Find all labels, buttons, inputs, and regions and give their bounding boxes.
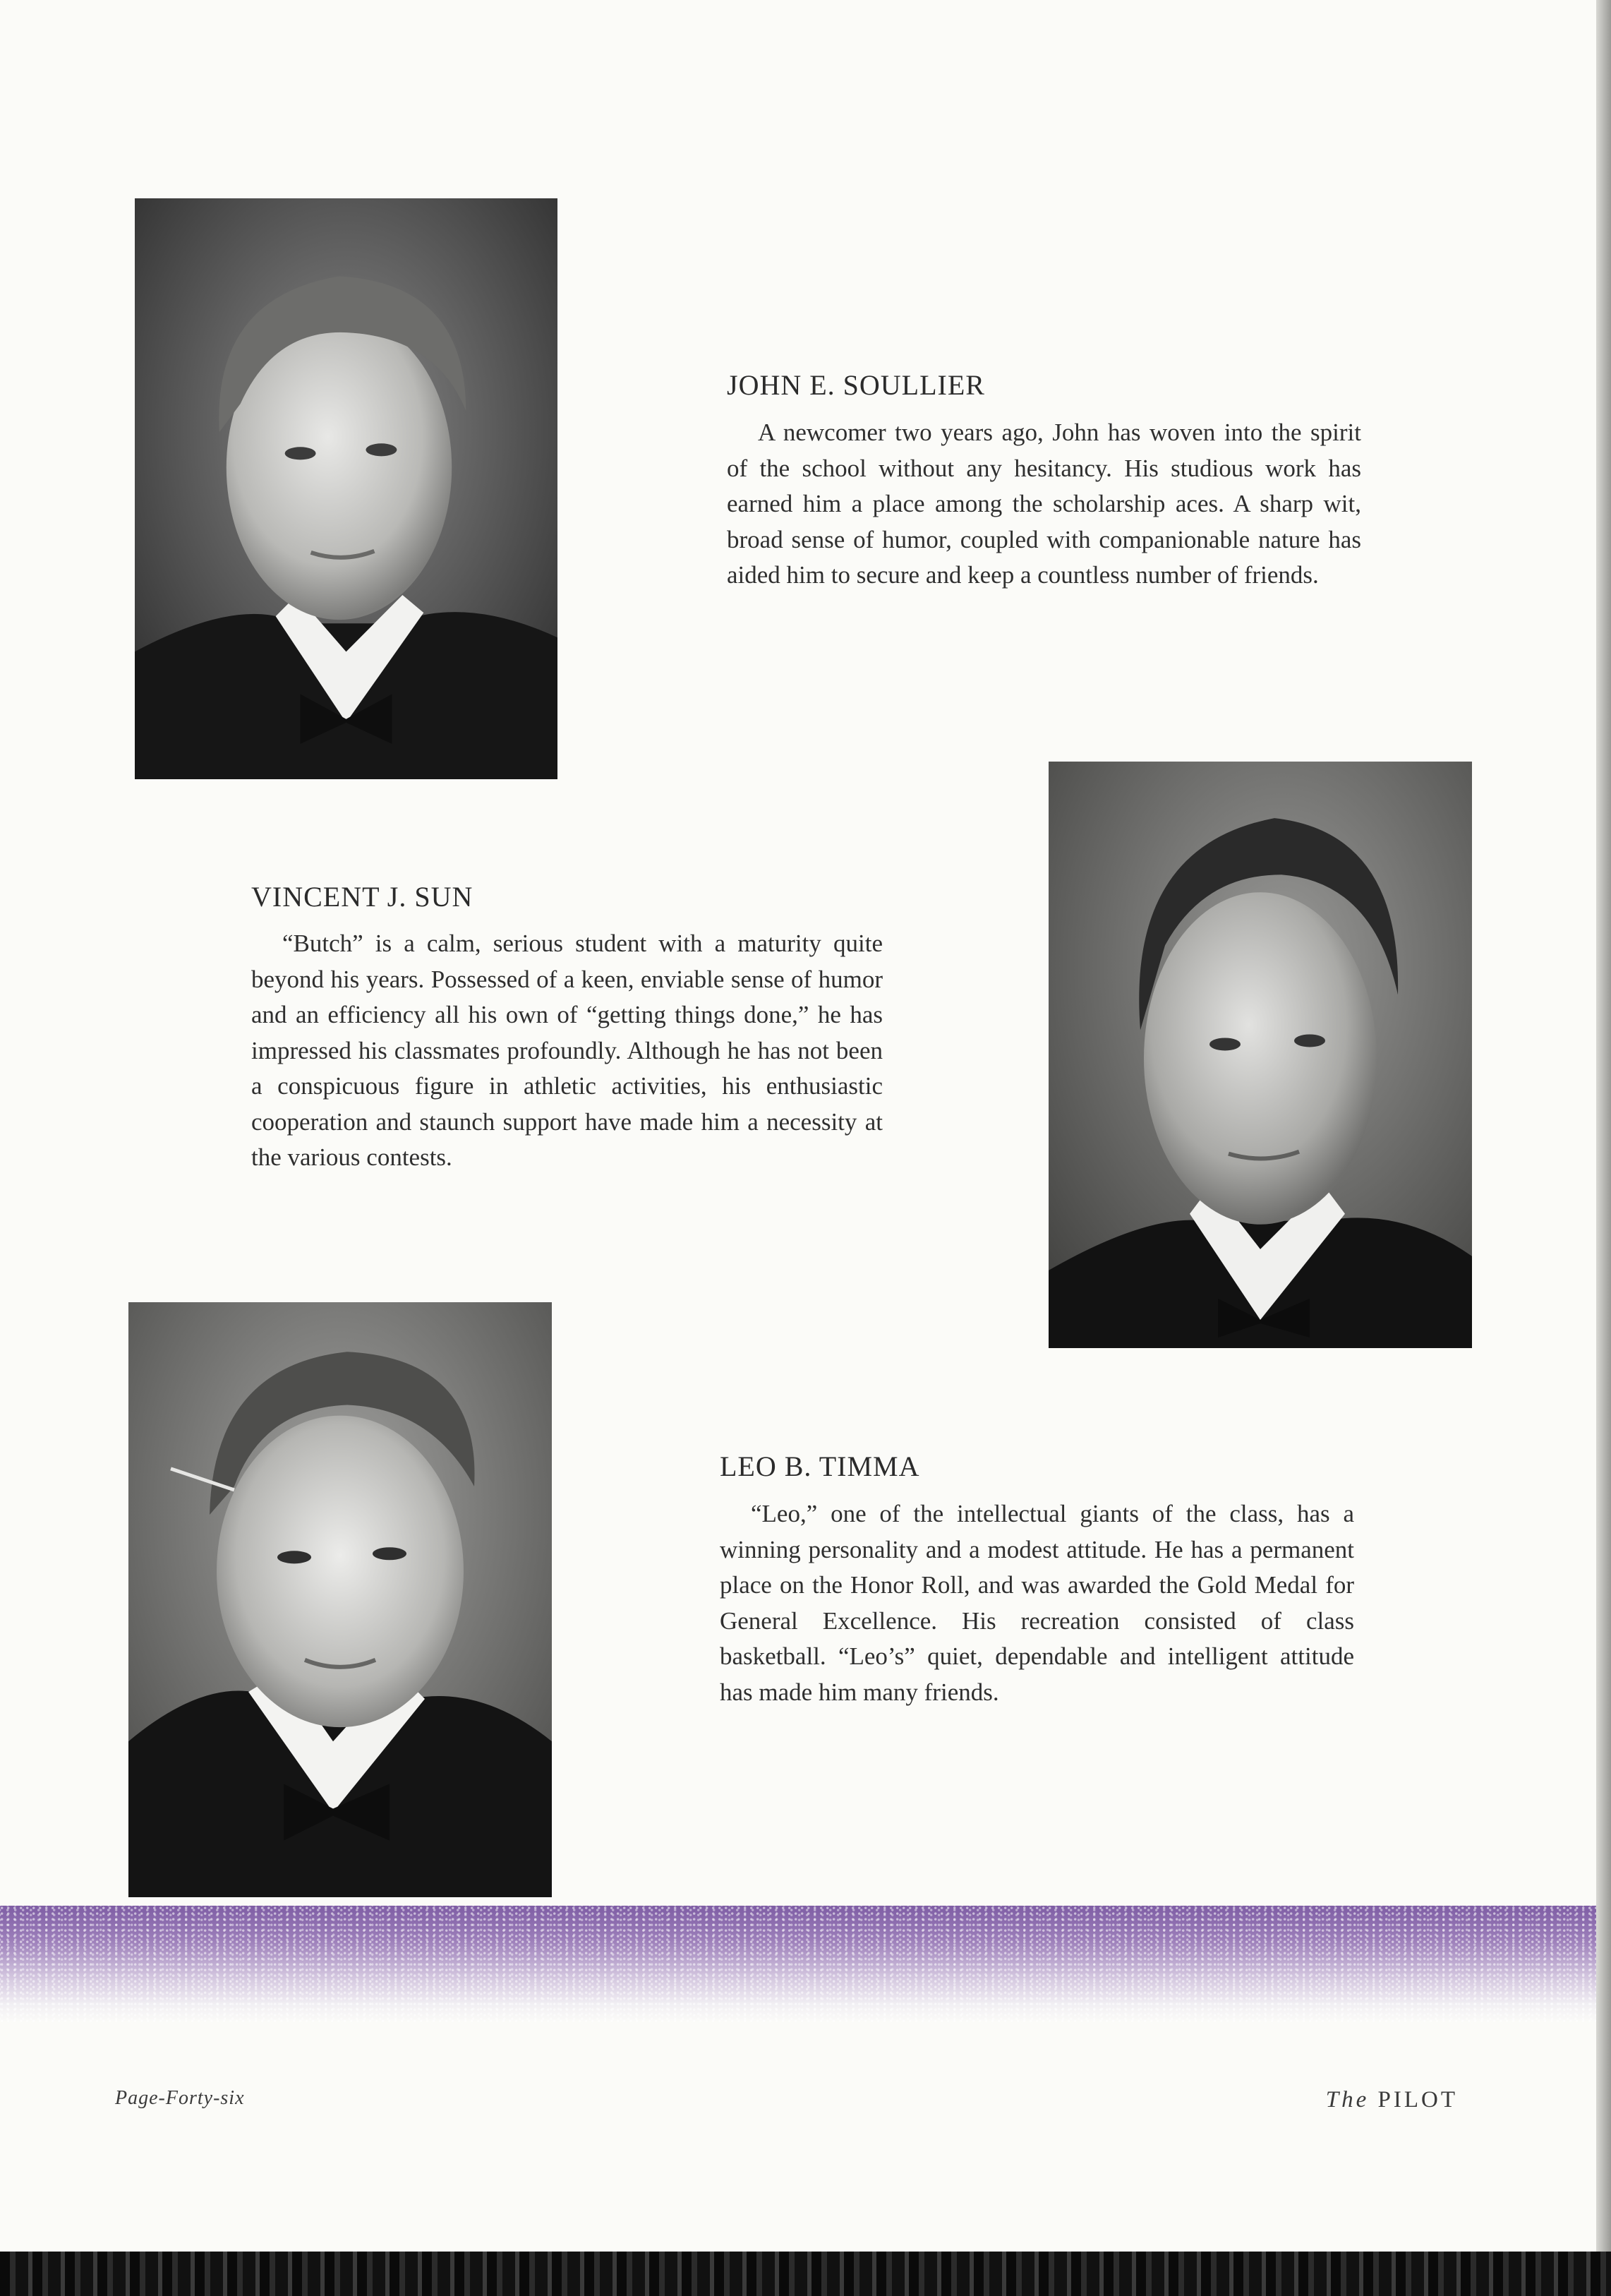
portrait-photo-vincent-sun xyxy=(1049,762,1472,1348)
publication-name: PILOT xyxy=(1377,2087,1458,2112)
scan-edge-right xyxy=(1596,0,1611,2252)
student-bio: “Leo,” one of the intellectual giants of the class, has a winning personality and a modest attitude. He has a permanent place on the Honor Roll, and was awarded the Gold Medal for General Excellence. His recreation consisted of class basketball. “Leo’s” quiet, dependable and intelligent attitude has made him many friends. xyxy=(720,1500,1354,1706)
portrait-photo-john-soullier xyxy=(135,198,557,779)
publication-article: The xyxy=(1325,2087,1370,2112)
student-bio: A newcomer two years ago, John has woven into the spirit of the school without any hesitancy. His studious work has earned him a place among the scholarship aces. A sharp wit, broad sense of humor, coupled with companionable nature has aided him to secure and keep a countless number of friends. xyxy=(727,419,1361,589)
scan-edge-bottom xyxy=(0,2252,1611,2296)
student-name: LEO B. TIMMA xyxy=(720,1450,920,1482)
student-bio: “Butch” is a calm, serious student with a maturity quite beyond his years. Possessed of a keen, enviable sense of humor and an efficiency all his own of “getting things done,” he has impressed his classmates profoundly. Although he has not been a conspicuous figure in athletic activities, his enthusiastic cooperation and staunch support have made him a necessity at the various contests. xyxy=(251,930,883,1171)
publication-title xyxy=(1326,2087,1458,2113)
page-number: Page-Forty-six xyxy=(115,2087,245,2109)
decorative-stipple-band xyxy=(0,1906,1596,2022)
portrait-photo-leo-timma xyxy=(128,1302,552,1897)
student-name: JOHN E. SOULLIER xyxy=(727,369,985,401)
student-name: VINCENT J. SUN xyxy=(251,881,473,913)
